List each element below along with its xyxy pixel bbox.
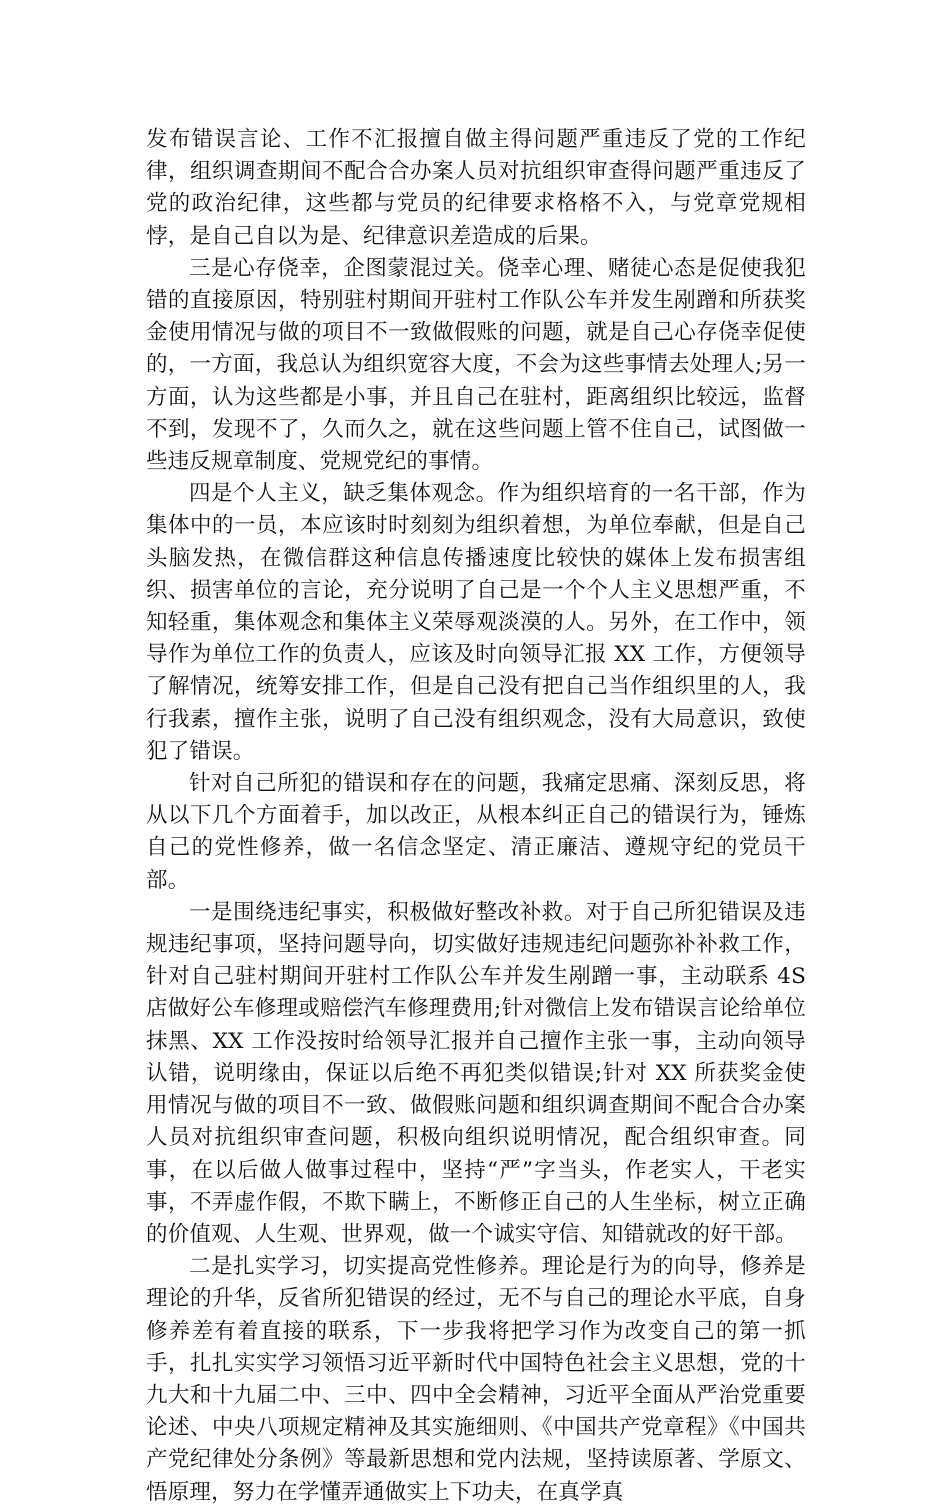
paragraph-6: 二是扎实学习，切实提高党性修养。理论是行为的向导，修养是理论的升华，反省所犯错误的经过，无不与自己的理论水平底，自身修养差有着直接的联系，下一步我将把学习作为改变自己的第一抓手，扎扎实实学习领悟习近平新时代中国特色社会主义思想，党的十九大和十九届二中、三中、四中全会精神，习近平全面从严治党重要论述、中央八项规定精神及其实施细则、《中国共产党章程》《中国共产党纪律处分条例》等最新思想和党内法规，坚持读原著、学原文、悟原理，努力在学懂弄通做实上下功夫，在真学真 <box>146 1254 806 1505</box>
paragraph-5: 一是围绕违纪事实，积极做好整改补救。对于自己所犯错误及违规违纪事项，坚持问题导向，切实做好违规违纪问题弥补补救工作，针对自己驻村期间开驻村工作队公车并发生剐蹭一事，主动联系 4S 店做好公车修理或赔偿汽车修理费用;针对微信上发布错误言论给单位抹黑、XX 工作没按时给领导汇报并自己擅作主张一事，主动向领导认错，说明缘由，保证以后绝不再犯类似错误;针对 XX 所获奖金使用情况与做的项目不一致、做假账问题和组织调查期间不配合合办案人员对抗组织审查问题，积极向组织说明情况，配合组织审查。同事，在以后做人做事过程中，坚持“严”字当头，作老实人，干老实事，不弄虚作假，不欺下瞒上，不断修正自己的人生坐标，树立正确的价值观、人生观、世界观，做一个诚实守信、知错就改的好干部。 <box>146 899 806 1247</box>
paragraph-3: 四是个人主义，缺乏集体观念。作为组织培育的一名干部，作为集体中的一员，本应该时时刻刻为组织着想，为单位奉献，但是自己头脑发热，在微信群这种信息传播速度比较快的媒体上发布损害组织、损害单位的言论，充分说明了自己是一个个人主义思想严重，不知轻重，集体观念和集体主义荣辱观淡漠的人。另外，在工作中，领导作为单位工作的负责人，应该及时向领导汇报 XX 工作，方便领导了解情况，统筹安排工作，但是自己没有把自己当作组织里的人，我行我素，擅作主张，说明了自己没有组织观念，没有大局意识，致使犯了错误。 <box>146 481 806 764</box>
paragraph-1: 发布错误言论、工作不汇报擅自做主得问题严重违反了党的工作纪律，组织调查期间不配合合办案人员对抗组织审查得问题严重违反了党的政治纪律，这些都与党员的纪律要求格格不入，与党章党规相悖，是自己自以为是、纪律意识差造成的后果。 <box>146 127 806 249</box>
paragraph-2: 三是心存侥幸，企图蒙混过关。侥幸心理、赌徒心态是促使我犯错的直接原因，特别驻村期间开驻村工作队公车并发生剐蹭和所获奖金使用情况与做的项目不一致做假账的问题，就是自己心存侥幸促使的，一方面，我总认为组织宽容大度，不会为这些事情去处理人;另一方面，认为这些都是小事，并且自己在驻村，距离组织比较远，监督不到，发现不了，久而久之，就在这些问题上管不住自己，试图做一些违反规章制度、党规党纪的事情。 <box>146 255 806 475</box>
paragraph-4: 针对自己所犯的错误和存在的问题，我痛定思痛、深刻反思，将从以下几个方面着手，加以改正，从根本纠正自己的错误行为，锤炼自己的党性修养，做一名信念坚定、清正廉洁、遵规守纪的党员干部。 <box>146 771 806 893</box>
document-page <box>146 124 806 1509</box>
